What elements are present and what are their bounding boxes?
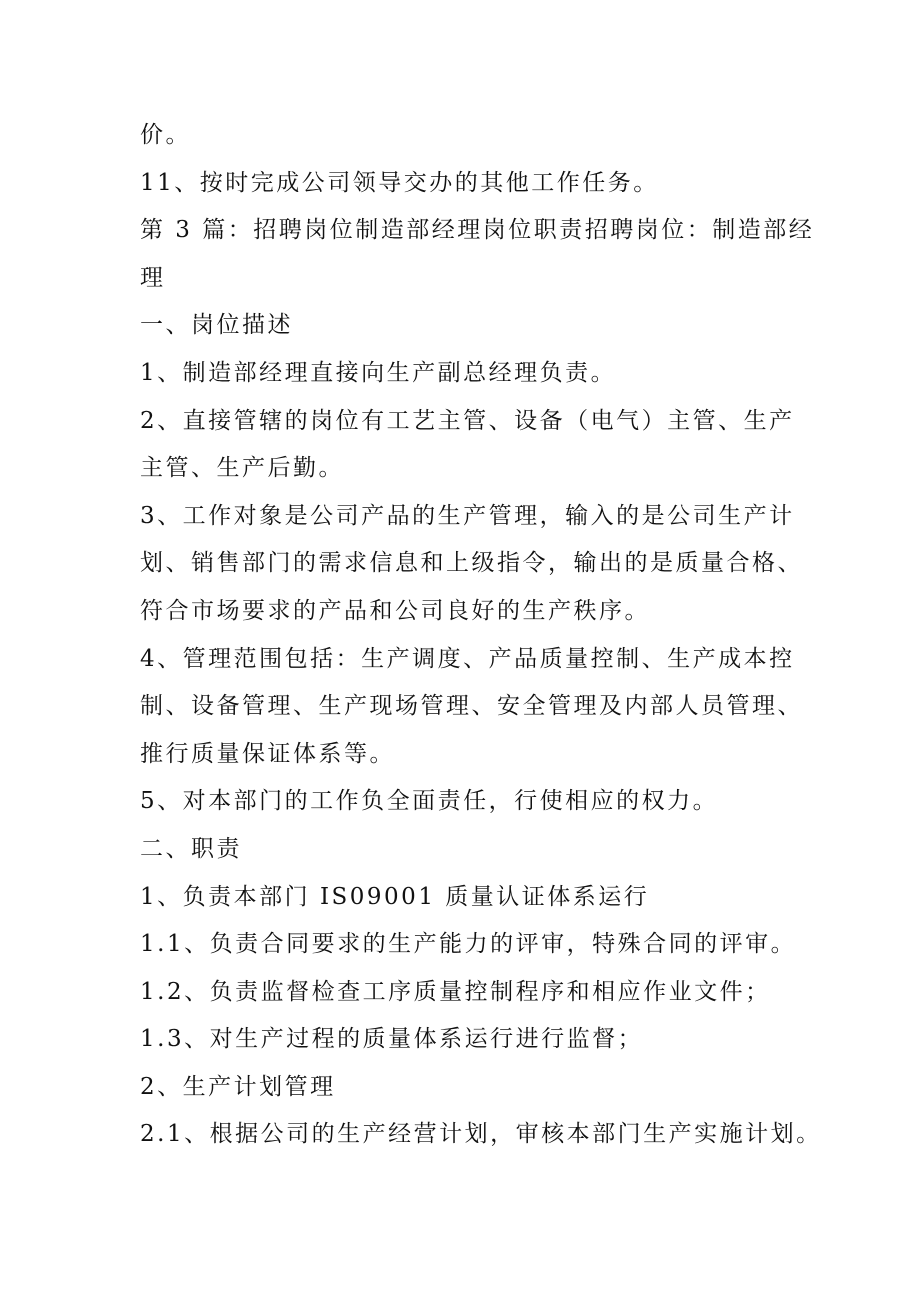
paragraph-line: 推行质量保证体系等。	[140, 740, 395, 767]
section-heading-continuation: 理	[140, 264, 166, 291]
paragraph-line: 2.1、根据公司的生产经营计划，审核本部门生产实施计划。	[140, 1121, 822, 1148]
paragraph-line: 制、设备管理、生产现场管理、安全管理及内部人员管理、	[140, 693, 803, 720]
subsection-heading: 二、职责	[140, 835, 242, 862]
paragraph-line: 11、按时完成公司领导交办的其他工作任务。	[140, 169, 659, 196]
paragraph-line: 2、生产计划管理	[140, 1073, 336, 1100]
subsection-heading: 一、岗位描述	[140, 312, 293, 339]
document-body	[140, 112, 822, 1159]
paragraph-line: 主管、生产后勤。	[140, 455, 344, 482]
paragraph-line: 价。	[140, 122, 191, 148]
paragraph-line: 1.3、对生产过程的质量体系运行进行监督；	[140, 1026, 644, 1053]
paragraph-line: 5、对本部门的工作负全面责任，行使相应的权力。	[140, 788, 719, 815]
paragraph-line: 4、管理范围包括：生产调度、产品质量控制、生产成本控	[140, 645, 795, 672]
paragraph-line: 1、负责本部门 IS09001 质量认证体系运行	[140, 883, 650, 910]
paragraph-line: 1、制造部经理直接向生产副总经理负责。	[140, 359, 617, 386]
paragraph-line: 1.2、负责监督检查工序质量控制程序和相应作业文件；	[140, 978, 771, 1005]
section-heading: 第 3 篇：招聘岗位制造部经理岗位职责招聘岗位：制造部经	[140, 217, 815, 244]
paragraph-line: 2、直接管辖的岗位有工艺主管、设备（电气）主管、生产	[140, 407, 795, 434]
paragraph-line: 1.1、负责合同要求的生产能力的评审，特殊合同的评审。	[140, 931, 797, 958]
paragraph-line: 符合市场要求的产品和公司良好的生产秩序。	[140, 597, 650, 624]
paragraph-line: 3、工作对象是公司产品的生产管理，输入的是公司生产计	[140, 502, 795, 529]
paragraph-line: 划、销售部门的需求信息和上级指令，输出的是质量合格、	[140, 550, 803, 577]
